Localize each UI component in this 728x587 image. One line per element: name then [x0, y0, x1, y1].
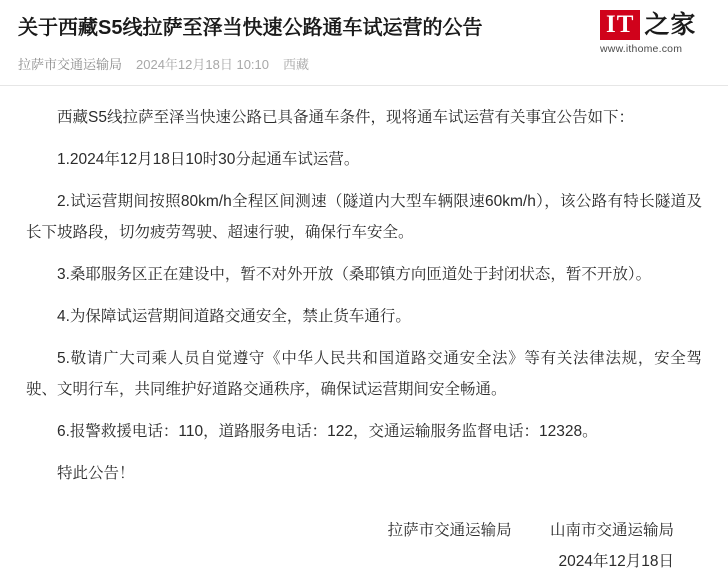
- logo-chinese-text: 之家: [644, 11, 697, 39]
- signature-orgs: [354, 515, 674, 546]
- article-body: [0, 86, 728, 577]
- logo-it-badge: IT: [600, 10, 640, 40]
- paragraph-item-1: 1.2024年12月18日10时30分起通车试运营。: [57, 151, 360, 168]
- paragraph-closing: 特此公告！: [57, 465, 135, 482]
- paragraph-item-5: 5.敬请广大司乘人员自觉遵守《中华人民共和国道路交通安全法》等有关法律法规，安全驾驶、文明行车，共同维护好道路交通秩序，确保试运营期间安全畅通。: [26, 350, 702, 398]
- logo-url: www.ithome.com: [600, 43, 683, 55]
- article-region: 西藏: [283, 57, 310, 72]
- site-logo[interactable]: [600, 10, 712, 55]
- paragraph-item-2: 2.试运营期间按照80km/h全程区间测速（隧道内大型车辆限速60km/h），该公路有特长隧道及长下坡路段，切勿疲劳驾驶、超速行驶，确保行车安全。: [26, 193, 702, 241]
- article-header: [0, 0, 728, 73]
- article-source: 拉萨市交通运输局: [18, 57, 123, 72]
- paragraph-item-4: 4.为保障试运营期间道路交通安全，禁止货车通行。: [57, 308, 411, 325]
- logo-mark: [600, 10, 712, 40]
- paragraph-item-3: 3.桑耶服务区正在建设中，暂不对外开放（桑耶镇方向匝道处于封闭状态，暂不开放）。: [57, 266, 652, 283]
- article-datetime: 2024年12月18日 10:10: [136, 57, 269, 72]
- paragraph-intro: 西藏S5线拉萨至泽当快速公路已具备通车条件，现将通车试运营有关事宜公告如下：: [57, 109, 634, 126]
- signature-block: [26, 515, 702, 577]
- signature-org-right: 山南市交通运输局: [549, 522, 674, 539]
- article-meta: [18, 54, 704, 73]
- signature-org-left: 拉萨市交通运输局: [387, 522, 512, 539]
- paragraph-item-6: 6.报警救援电话：110，道路服务电话：122，交通运输服务监督电话：12328。: [57, 423, 598, 440]
- page-title: 关于西藏S5线拉萨至泽当快速公路通车试运营的公告: [18, 17, 483, 39]
- signature-date: 2024年12月18日: [558, 553, 674, 570]
